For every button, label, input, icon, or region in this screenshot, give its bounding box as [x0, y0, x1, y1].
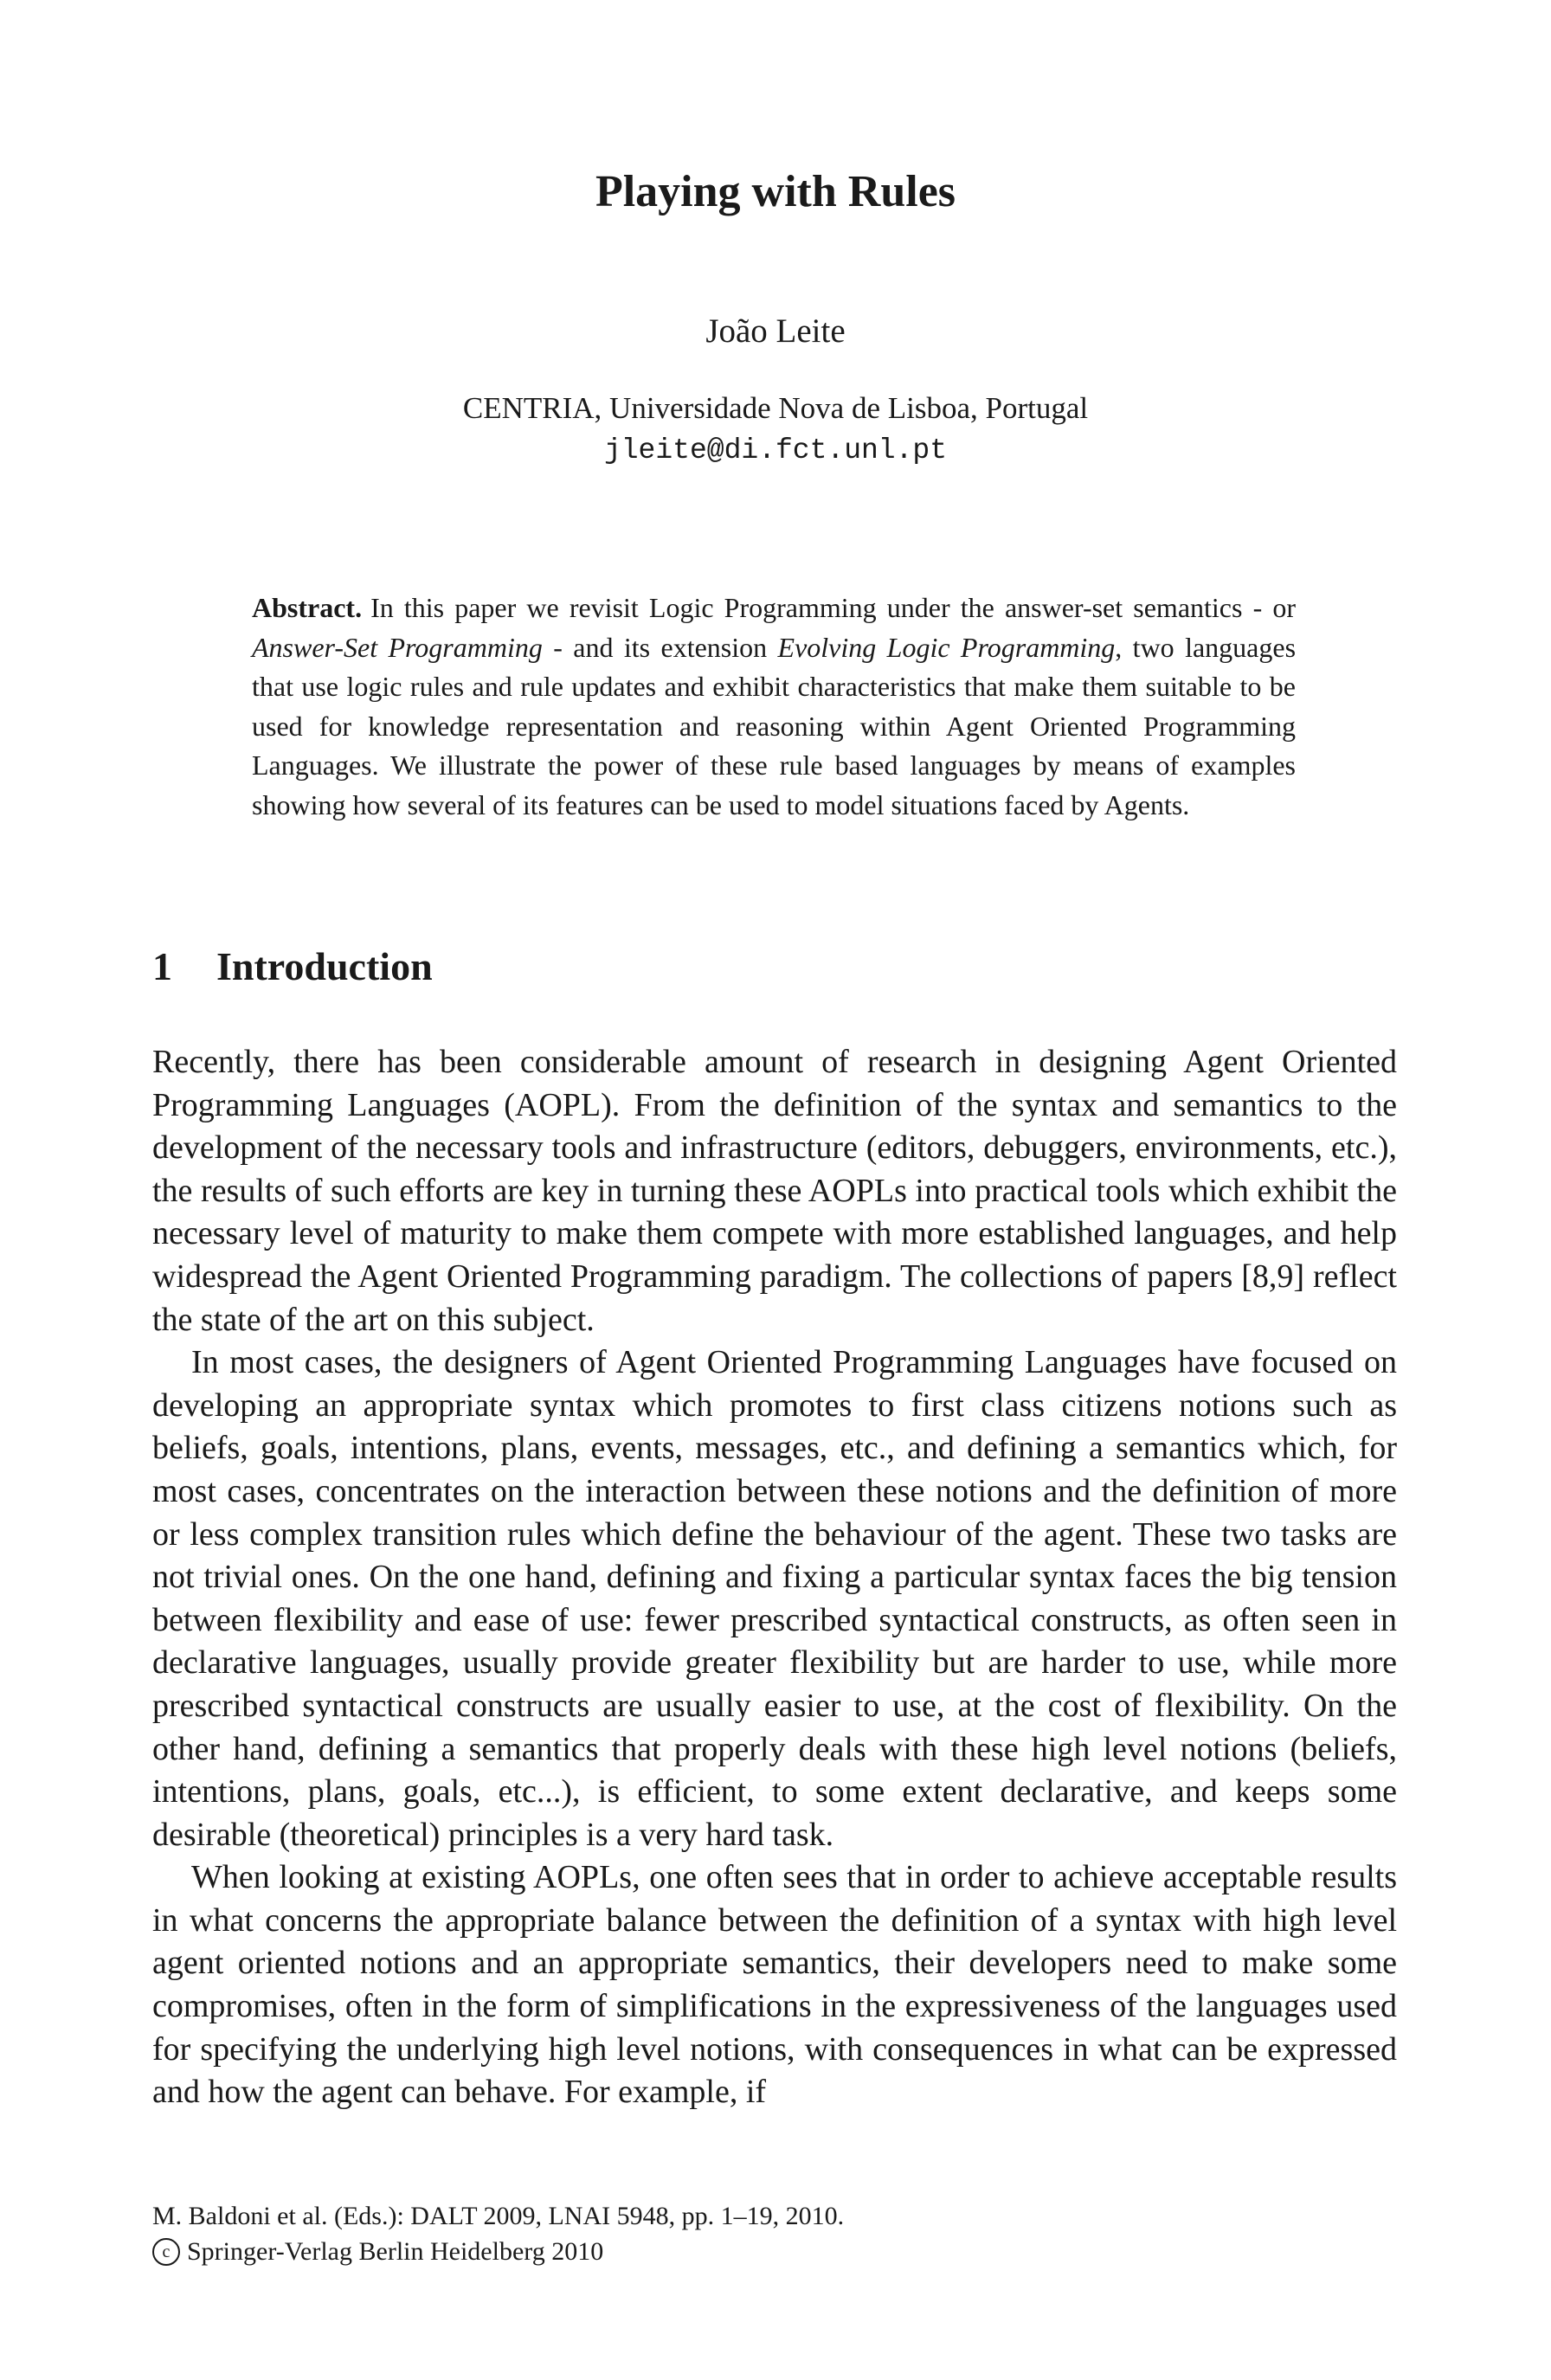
paragraph: When looking at existing AOPLs, one often sees that in order to achieve acceptable results in what concerns the appropriate balance between the definition of a syntax with high level agent oriented notions and an appropriate semantics, their developers need to make some compromises, often in the form of simplifications in the expressiveness of the languages used for specifying the underlying high level notions, with consequences in what can be expressed and how the agent can behave. For example, if — [152, 1859, 1397, 2111]
paragraph: In most cases, the designers of Agent Oriented Programming Languages have focused on developing an appropriate syntax which promotes to first class citizens notions such as beliefs, goals, intentions, plans, events, messages, etc., and defining a semantics which, for most cases, concentrates on the interaction between these notions and the definition of more or less complex transition rules which define the behaviour of the agent. These two tasks are not trivial ones. On the one hand, defining and fixing a particular syntax faces the big tension between flexibility and ease of use: fewer prescribed syntactical constructs, as often seen in declarative languages, usually provide greater flexibility but are harder to use, while more prescribed syntactical constructs are usually easier to use, at the cost of flexibility. On the other hand, defining a semantics that properly deals with these high level notions (beliefs, intentions, plans, goals, etc...), is efficient, to some extent declarative, and keeps some desirable (theoretical) principles is a very hard task. — [152, 1344, 1397, 1853]
abstract-label: Abstract. — [252, 592, 363, 623]
abstract-text-1: In this paper we revisit Logic Programming under the answer-set semantics - or — [370, 592, 1296, 623]
abstract-text-2: - and its extension — [542, 631, 778, 663]
abstract-text-3: , two languages that use logic rules and rule updates and exhibit characteristics that make them suitable to be used for knowledge representation and reasoning within Agent Oriented Programming Languages. We illustrate the power of these rule based languages by means of examples showing how several of its features can be used to model situations faced by Agents. — [252, 631, 1297, 820]
abstract-term-asp: Answer-Set Programming — [252, 631, 543, 663]
paragraph: Recently, there has been considerable amount of research in designing Agent Oriented Programming Languages (AOPL). From the definition of the syntax and semantics to the development of the necessary tools and infrastructure (editors, debuggers, environments, etc.), the results of such efforts are key in turning these AOPLs into practical tools which exhibit the necessary level of maturity to make them compete with more established languages, and help widespread the Agent Oriented Programming paradigm. The collections of papers [8,9] reflect the state of the art on this subject. — [152, 1044, 1397, 1338]
copyright-icon: c — [152, 2238, 180, 2266]
citation-line: M. Baldoni et al. (Eds.): DALT 2009, LNAI 5948, pp. 1–19, 2010. — [152, 2202, 845, 2230]
paper-title: Playing with Rules — [595, 167, 956, 216]
author-name: João Leite — [705, 312, 846, 350]
body-text — [152, 1041, 1397, 2114]
copyright-line — [152, 2234, 844, 2269]
footer — [152, 2198, 844, 2269]
abstract — [252, 589, 1296, 825]
copyright-text: Springer-Verlag Berlin Heidelberg 2010 — [187, 2237, 604, 2266]
section-heading — [152, 943, 433, 989]
section-title: Introduction — [216, 944, 433, 988]
section-number: 1 — [152, 944, 172, 988]
author-affiliation: CENTRIA, Universidade Nova de Lisboa, Portugal — [462, 391, 1089, 425]
abstract-term-evolp: Evolving Logic Programming — [777, 631, 1116, 663]
author-email: jleite@di.fct.unl.pt — [603, 434, 948, 466]
